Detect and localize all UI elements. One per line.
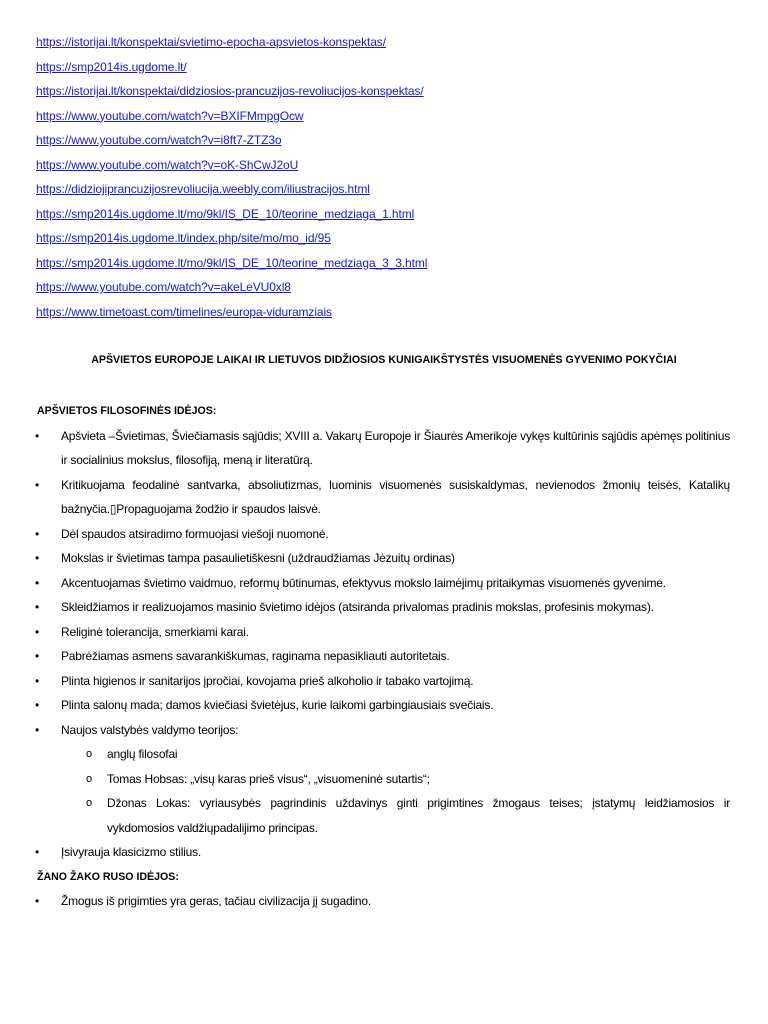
- link-line: [36, 79, 768, 104]
- link-line: [36, 300, 768, 325]
- list-item-text: Plinta higienos ir sanitarijos įpročiai, kovojama prieš alkoholio ir tabako vartojimą.: [61, 673, 474, 688]
- enlightenment-ideas-section: [0, 399, 768, 865]
- bullet-marker: •: [35, 698, 40, 712]
- link-line: [36, 128, 768, 153]
- list-item: [0, 546, 768, 571]
- link-line: [36, 30, 768, 55]
- rousseau-ideas-section: [0, 865, 768, 914]
- list-item-text: Apšvieta –Švietimas, Šviečiamasis sąjūdis; XVIII a. Vakarų Europoje ir Šiaurės Amerikoje vykęs kultūrinis sąjūdis apėmęs politinius ir socialinius mokslus, filosofiją, meną ir literatūrą.: [61, 428, 730, 467]
- list-item: [0, 644, 768, 669]
- bullet-marker: •: [35, 551, 40, 565]
- link-line: [36, 104, 768, 129]
- list-item-text: Dėl spaudos atsiradimo formuojasi viešoji nuomonė.: [61, 526, 329, 541]
- list-item: [0, 718, 768, 743]
- list-item-text: Žmogus iš prigimties yra geras, tačiau civilizacija jį sugadino.: [61, 894, 371, 908]
- reference-link[interactable]: https://www.youtube.com/watch?v=oK-ShCwJ2oU: [36, 157, 299, 172]
- list-item-text: Skleidžiamos ir realizuojamos masinio švietimo idėjos (atsiranda privalomas pradinis mokslas, profesinis mokymas).: [61, 600, 654, 614]
- reference-links: [0, 0, 768, 324]
- link-line: [36, 226, 768, 251]
- sub-list-item-text: anglų filosofai: [107, 747, 178, 761]
- list-item-text: Pabrėžiamas asmens savarankiškumas, raginama nepasikliauti autoritetais.: [61, 649, 450, 663]
- bullet-marker: •: [35, 477, 40, 492]
- section-title: APŠVIETOS FILOSOFINĖS IDĖJOS:: [37, 405, 217, 417]
- page-heading: APŠVIETOS EUROPOJE LAIKAI IR LIETUVOS DIDŽIOSIOS KUNIGAIKŠTYSTĖS VISUOMENĖS GYVENIMO POKYČIAI: [91, 354, 677, 366]
- reference-link[interactable]: https://istorijai.lt/konspektai/didziosios-prancuzijos-revoliucijos-konspektas/: [36, 84, 424, 98]
- reference-link[interactable]: https://www.youtube.com/watch?v=BXIFMmpgOcw: [36, 108, 304, 123]
- bullet-marker: •: [35, 894, 40, 908]
- reference-link[interactable]: https://smp2014is.ugdome.lt/mo/9kl/IS_DE_10/teorine_medziaga_1.html: [36, 206, 415, 221]
- link-line: [36, 202, 768, 227]
- list-item: [0, 595, 768, 620]
- section-title: ŽANO ŽAKO RUSO IDĖJOS:: [37, 870, 179, 883]
- bullet-marker: •: [35, 575, 40, 590]
- bullet-marker: •: [35, 722, 40, 737]
- sub-bullet-marker: o: [86, 797, 92, 809]
- list-item: [0, 620, 768, 645]
- reference-link[interactable]: https://smp2014is.ugdome.lt/: [36, 59, 187, 74]
- list-item: [0, 669, 768, 694]
- reference-link[interactable]: https://www.youtube.com/watch?v=i8ft7-ZTZ3o: [36, 133, 282, 147]
- reference-link[interactable]: https://smp2014is.ugdome.lt/mo/9kl/IS_DE_10/teorine_medziaga_3_3.html: [36, 255, 428, 270]
- list-item-text: Akcentuojamas švietimo vaidmuo, reformų būtinumas, efektyvus mokslo laimėjimų pritaikymas visuomenės gyvenime.: [61, 575, 666, 590]
- reference-link[interactable]: https://didziojiprancuzijosrevoliucija.weebly.com/iliustracijos.html: [36, 182, 370, 196]
- sub-list-item: [0, 767, 768, 792]
- bullet-marker: •: [35, 428, 40, 443]
- list-item: [0, 889, 768, 914]
- bullet-marker: •: [35, 673, 40, 688]
- list-item-text: Religinė tolerancija, smerkiami karai.: [61, 624, 249, 639]
- sub-list-item: [0, 791, 768, 840]
- sub-list-item-text: Tomas Hobsas: „visų karas prieš visus“, „visuomeninė sutartis“;: [107, 771, 430, 786]
- link-line: [36, 251, 768, 276]
- list-item-text: Mokslas ir švietimas tampa pasaulietiškesni (uždraudžiamas Jėzuitų ordinas): [61, 551, 455, 565]
- list-item: [0, 693, 768, 718]
- bullet-marker: •: [35, 526, 40, 541]
- list-item: [0, 473, 768, 522]
- reference-link[interactable]: https://www.timetoast.com/timelines/europa-viduramziais: [36, 304, 332, 319]
- list-item-text: Kritikuojama feodalinė santvarka, absoliutizmas, luominis visuomenės susiskaldymas, nevienodos žmonių teisės, Katalikų bažnyčia.▯Propaguojama žodžio ir spaudos laisvė.: [61, 477, 730, 516]
- link-line: [36, 275, 768, 300]
- link-line: [36, 177, 768, 202]
- reference-link[interactable]: https://smp2014is.ugdome.lt/index.php/site/mo/mo_id/95: [36, 231, 331, 245]
- sub-list-item-text: Džonas Lokas: vyriausybės pagrindinis uždavinys ginti prigimtines žmogaus teises; įstatymų leidžiamosios ir vykdomosios valdžiųpadalijimo principas.: [107, 796, 730, 835]
- list-item-text: Naujos valstybės valdymo teorijos:: [61, 722, 239, 737]
- link-line: [36, 55, 768, 80]
- bullet-marker: •: [35, 845, 40, 859]
- list-item: [0, 522, 768, 547]
- sub-bullet-marker: o: [86, 772, 92, 785]
- link-line: [36, 153, 768, 178]
- list-item: [0, 571, 768, 596]
- sub-bullet-marker: o: [86, 748, 92, 760]
- bullet-marker: •: [35, 600, 40, 614]
- sub-list-item: [0, 742, 768, 767]
- list-item-text: Įsivyrauja klasicizmo stilius.: [61, 845, 202, 859]
- list-item: [0, 424, 768, 473]
- bullet-marker: •: [35, 624, 40, 639]
- reference-link[interactable]: https://www.youtube.com/watch?v=akeLeVU0xl8: [36, 280, 291, 294]
- bullet-marker: •: [35, 649, 40, 663]
- list-item: [0, 840, 768, 865]
- list-item-text: Plinta salonų mada; damos kviečiasi švietėjus, kurie laikomi garbingiausiais svečiais.: [61, 698, 494, 712]
- reference-link[interactable]: https://istorijai.lt/konspektai/svietimo-epocha-apsvietos-konspektas/: [36, 35, 386, 49]
